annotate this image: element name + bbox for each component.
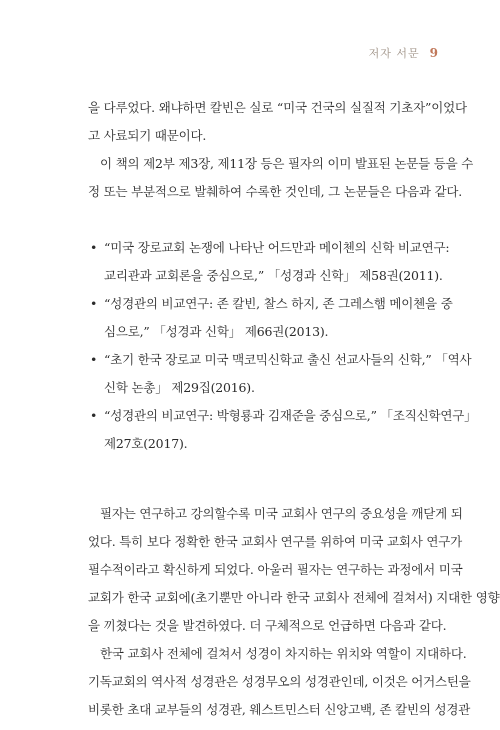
article-list	[88, 234, 477, 458]
paragraph-line: 었다. 특히 보다 정확한 한국 교회사 연구를 위하여 미국 교회사 연구가	[88, 534, 463, 549]
paragraph-1	[88, 94, 467, 150]
paragraph-line: 비롯한 초대 교부들의 성경관, 웨스트민스터 신앙고백, 존 칼빈의 성경관	[88, 702, 471, 717]
list-item-line: 심으로,” 「성경과 신학」 제66권(2013).	[104, 324, 329, 339]
list-item-line: “성경관의 비교연구: 존 칼빈, 찰스 하지, 존 그레스햄 메이첸을 중	[104, 296, 453, 311]
bullet-icon: •	[90, 352, 98, 367]
paragraph-line: 한국 교회사 전체에 걸쳐서 성경이 차지하는 위치와 역할이 지대하다.	[100, 646, 467, 661]
bullet-icon: •	[90, 296, 98, 311]
list-item	[88, 402, 477, 458]
list-item-line: 제27호(2017).	[104, 436, 188, 451]
paragraph-line: 을 다루었다. 왜냐하면 칼빈은 실로 “미국 건국의 실질적 기초자”이었다	[88, 100, 467, 115]
paragraph-line: 필수적이라고 확신하게 되었다. 아울러 필자는 연구하는 과정에서 미국	[88, 562, 463, 577]
list-item-line: “초기 한국 장로교 미국 맥코믹신학교 출신 선교사들의 신학,” 「역사	[104, 352, 472, 367]
running-title: 저자 서문	[368, 47, 420, 60]
page-number: 9	[429, 46, 438, 60]
spacer	[88, 458, 438, 500]
paragraph-line: 이 책의 제2부 제3장, 제11장 등은 필자의 이미 발표된 논문들 등을 수	[100, 156, 474, 171]
list-item-line: “미국 장로교회 논쟁에 나타난 어드만과 메이첸의 신학 비교연구:	[104, 240, 450, 255]
list-item-line: 교리관과 교회론을 중심으로,” 「성경과 신학」 제58권(2011).	[104, 268, 443, 283]
paragraph-line: 정 또는 부분적으로 발췌하여 수록한 것인데, 그 논문들은 다음과 같다.	[88, 184, 463, 199]
page-body	[88, 94, 500, 724]
spacer	[88, 206, 438, 234]
running-header	[369, 45, 438, 61]
list-item-line: “성경관의 비교연구: 박형룡과 김재준을 중심으로,” 「조직신학연구」	[104, 408, 477, 423]
bullet-icon: •	[90, 408, 98, 423]
paragraph-2	[88, 150, 474, 206]
paragraph-3	[88, 500, 500, 640]
list-item-line: 신학 논총」 제29집(2016).	[104, 380, 255, 395]
list-item	[88, 234, 450, 290]
paragraph-line: 필자는 연구하고 강의할수록 미국 교회사 연구의 중요성을 깨닫게 되	[100, 506, 463, 521]
list-item	[88, 346, 472, 402]
paragraph-line: 기독교회의 역사적 성경관은 성경무오의 성경관인데, 이것은 어거스틴을	[88, 674, 471, 689]
paragraph-line: 을 끼쳤다는 것을 발견하였다. 더 구체적으로 언급하면 다음과 같다.	[88, 618, 447, 633]
list-item	[88, 290, 453, 346]
bullet-icon: •	[90, 240, 98, 255]
paragraph-line: 교회가 한국 교회에(초기뿐만 아니라 한국 교회사 전체에 걸쳐서) 지대한 영향	[88, 590, 500, 605]
paragraph-line: 고 사료되기 때문이다.	[88, 128, 207, 143]
paragraph-4	[88, 640, 471, 724]
